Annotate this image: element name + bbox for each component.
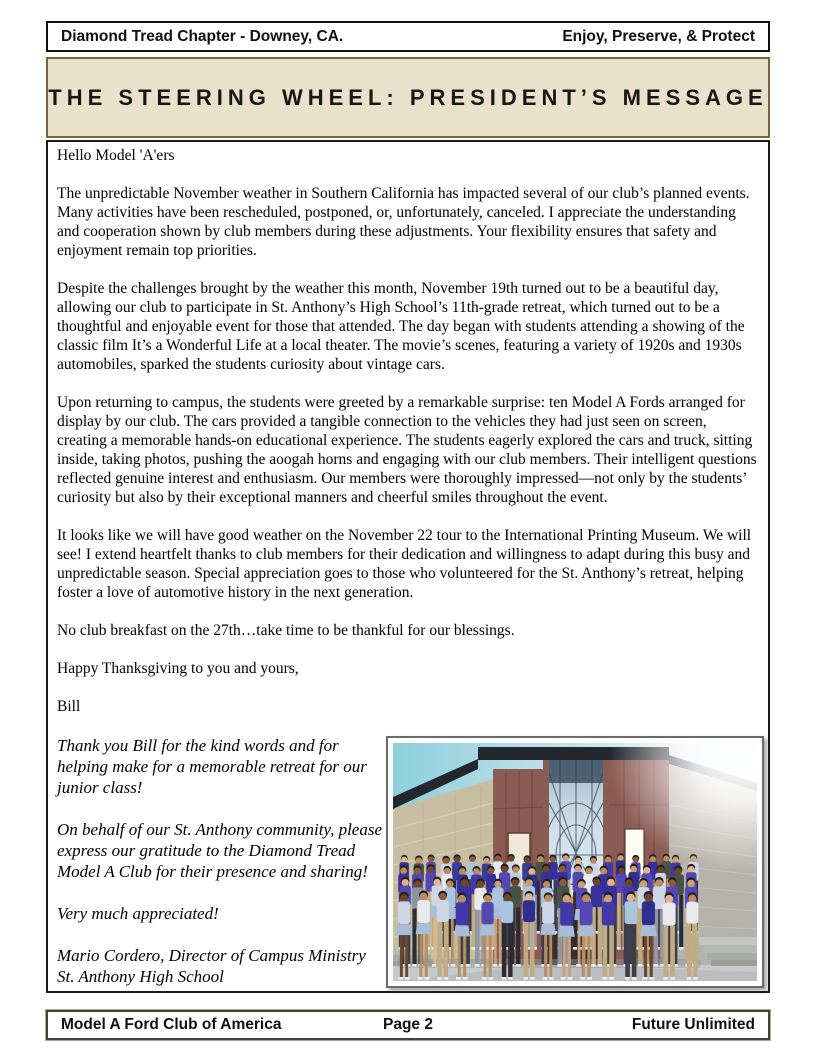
reply-signoff-name: Mario Cordero, Director of Campus Ministry [57, 946, 366, 965]
reply-signoff [57, 945, 387, 987]
group-photo [386, 736, 764, 988]
group-photo-image [393, 743, 757, 981]
reply-gratitude: On behalf of our St. Anthony community, please express our gratitude to the Diamond Tread Model A Club for their presence and sharing! [57, 820, 383, 881]
reply-signoff-school: St. Anthony High School [57, 967, 224, 986]
masthead [46, 21, 770, 52]
greeting: Hello Model 'A'ers [57, 147, 175, 164]
paragraph-printing-museum: It looks like we will have good weather on the November 22 tour to the International Printing Museum. We will see! I extend heartfelt thanks to club members for their dedication and willingness to adapt during this busy and unpredictable season. Special appreciation goes to those who volunteered for the St. Anthony’s retreat, helping foster a love of automotive history in the next generation. [57, 527, 752, 601]
chapter-motto: Enjoy, Preserve, & Protect [562, 27, 755, 45]
paragraph-model-a-display: Upon returning to campus, the students were greeted by a remarkable surprise: ten Model A Fords arranged for display by our club. The cars provided a tangible connection to the vehicles they had just seen on screen, creating a memorable hands-on educational experience. The students eagerly explored the cars and truck, sitting inside, taking photos, pushing the aoogah horns and engaging with our club members. Their intelligent questions reflected genuine interest and enthusiasm. Our members were thoroughly impressed—not only by the students’ curiosity but also by their exceptional manners and cheerful smiles throughout the event. [57, 394, 757, 506]
paragraph-weather: The unpredictable November weather in Southern California has impacted several of our club’s planned events. Many activities have been rescheduled, postponed, or, unfortunately, canceled. I appreciate the understanding and cooperation shown by club members during these adjustments. Your flexibility ensures that safety and enjoyment remain top priorities. [57, 185, 750, 259]
footer-club-name: Model A Ford Club of America [61, 1016, 282, 1033]
page-number: Page 2 [383, 1016, 433, 1033]
paragraph-no-breakfast: No club breakfast on the 27th…take time to be thankful for our blessings. [57, 622, 515, 639]
page-footer [46, 1010, 770, 1040]
chapter-name: Diamond Tread Chapter - Downey, CA. [61, 27, 344, 45]
campus-ministry-reply [57, 735, 387, 987]
footer-motto: Future Unlimited [631, 1016, 755, 1033]
title-banner [46, 57, 770, 138]
presidents-message-body [46, 140, 770, 993]
sun-flare [543, 743, 757, 923]
paragraph-retreat: Despite the challenges brought by the weather this month, November 19th turned out to be a beautiful day, allowing our club to participate in St. Anthony’s High School’s 11th-grade retreat, which turned out to be a thoughtful and enjoyable event for those that attended. The day began with students attending a showing of the classic film It’s a Wonderful Life at a local theater. The movie’s scenes, featuring a variety of 1920s and 1930s automobiles, sparked the students curiosity about vintage cars. [57, 280, 745, 373]
reply-thanks: Thank you Bill for the kind words and for helping make for a memorable retreat for our junior class! [57, 736, 367, 797]
page-title: THE STEERING WHEEL: PRESIDENT’S MESSAGE [48, 84, 768, 110]
signature: Bill [57, 698, 81, 715]
closing-line: Happy Thanksgiving to you and yours, [57, 660, 299, 677]
reply-appreciated: Very much appreciated! [57, 904, 219, 923]
